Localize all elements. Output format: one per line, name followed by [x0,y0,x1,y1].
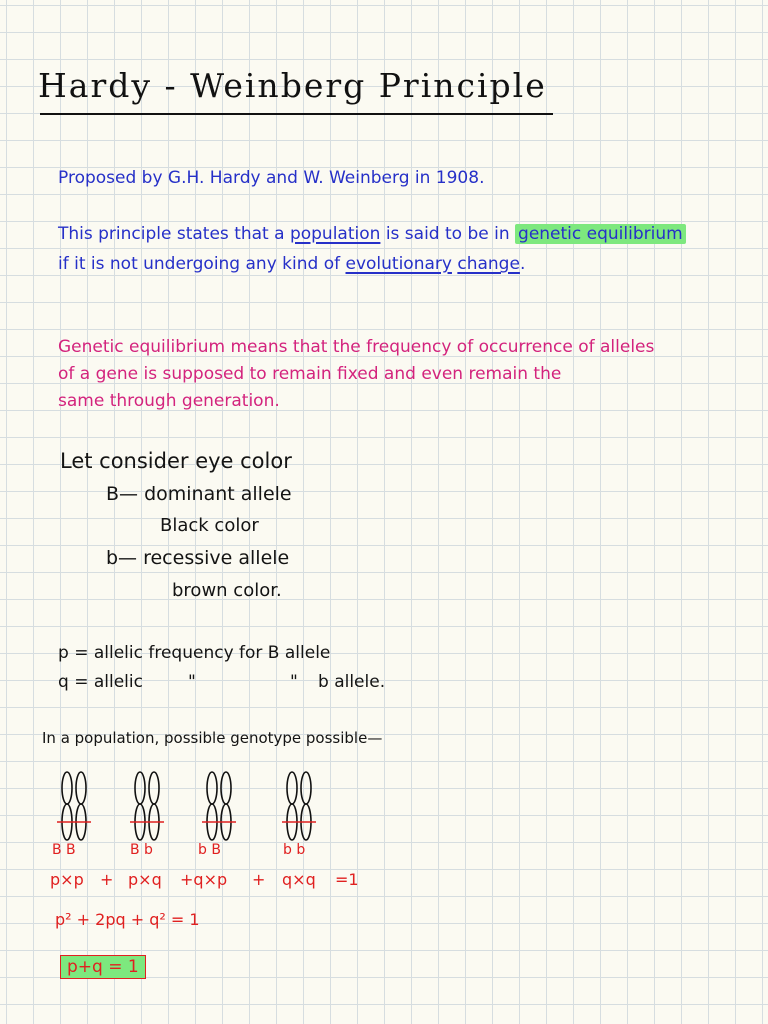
expansion-result: =1 [335,870,359,889]
q-label: q = allelic [58,672,143,692]
genotype-label: b B [198,842,221,858]
expansion-term: q×q [282,870,316,889]
q-definition [58,672,143,692]
principle-text-a: This principle states that a [58,224,290,244]
expansion-term: p×q [128,870,162,889]
example-line-2: B— dominant allele [106,483,292,505]
evolutionary-term: evolutionary [345,254,452,274]
expansion-term: +q×p [180,870,228,889]
expansion-plus: + [100,870,114,889]
definition-line-1: Genetic equilibrium means that the frequency of occurrence of alleles [58,337,655,357]
ditto-mark-2: " [290,672,298,692]
example-line-1: Let consider eye color [60,449,292,473]
proposed-text: Proposed by G.H. Hardy and W. Weinberg in 1908. [58,168,485,188]
genetic-equilibrium-highlight: genetic equilibrium [515,224,686,244]
q-definition-rest: b allele. [318,672,386,692]
chromosome-pair-icon [45,770,105,844]
population-term: population [289,224,381,244]
chromosome-pair-icon [118,770,178,844]
definition-line-3: same through generation. [58,391,280,411]
genotype-label: b b [283,842,306,858]
p-definition: p = allelic frequency for B allele [58,643,331,663]
principle-period: . [519,254,526,274]
definition-line-2: of a gene is supposed to remain fixed and even remain the [58,364,562,384]
genotype-label: B B [52,842,76,858]
expansion-term: p×p [50,870,84,889]
change-term: change [457,254,520,274]
allele-sum-equation-box: p+q = 1 [60,955,146,979]
expansion-plus: + [252,870,266,889]
principle-text-c: if it is not undergoing any kind of [58,254,346,274]
principle-line-1 [58,224,686,244]
genotype-label: B b [130,842,153,858]
example-line-5: brown color. [172,580,282,601]
title-underline [40,113,553,115]
page-title: Hardy - Weinberg Principle [38,66,547,105]
chromosome-pair-icon [190,770,250,844]
principle-line-2 [58,254,525,274]
example-line-3: Black color [160,515,259,536]
principle-text-b: is said to be in [380,224,516,244]
ditto-mark-1: " [188,672,196,692]
example-line-4: b— recessive allele [106,547,290,569]
population-line: In a population, possible genotype possible— [42,729,383,747]
hardy-weinberg-equation: p² + 2pq + q² = 1 [55,910,200,929]
chromosome-pair-icon [270,770,330,844]
